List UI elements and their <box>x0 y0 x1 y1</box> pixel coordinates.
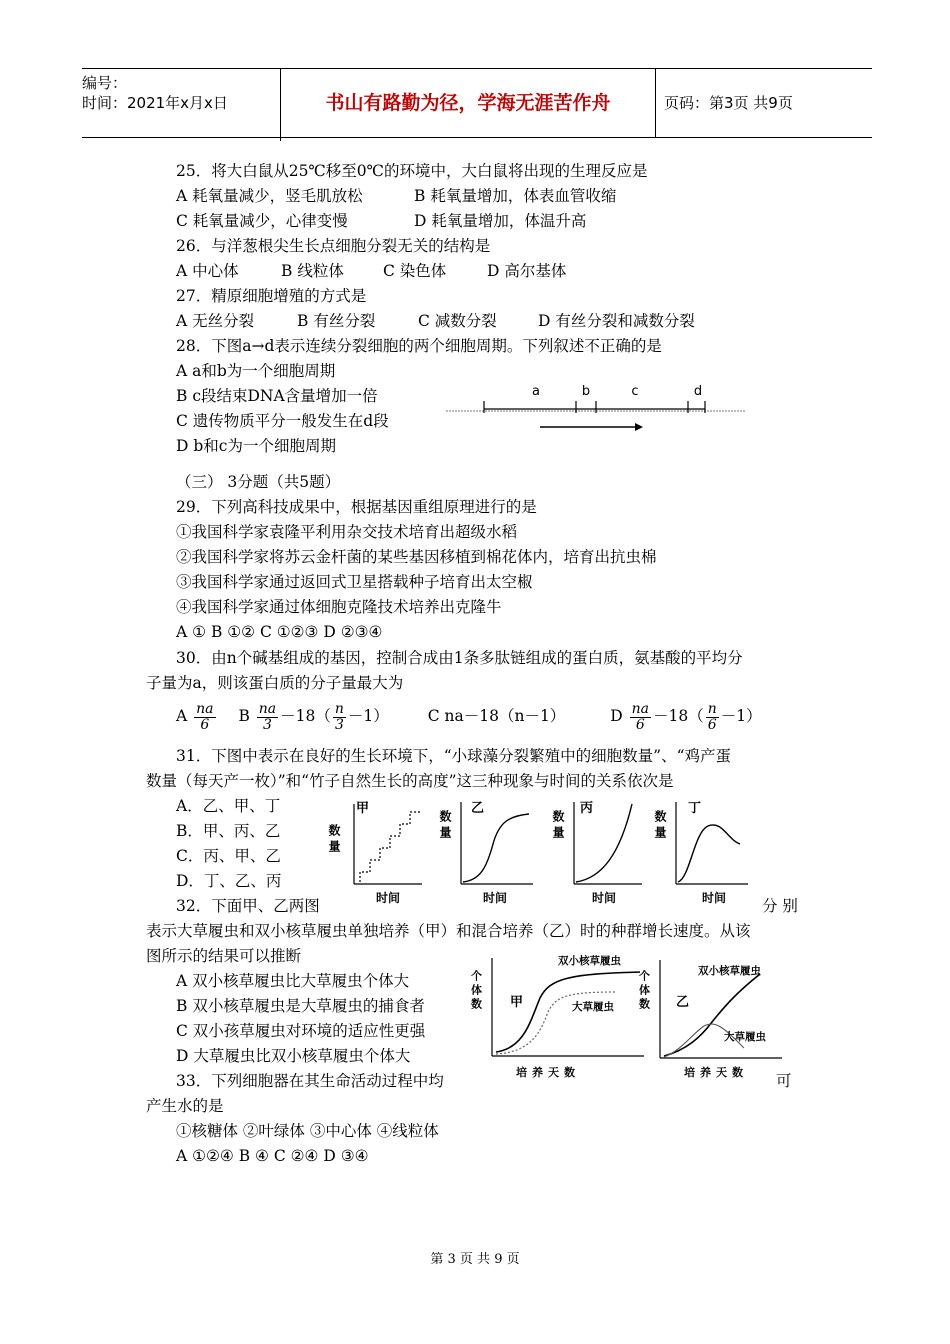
header-motto: 书山有路勤为径，学海无涯苦作舟 <box>281 69 656 137</box>
q28-option-d: D b和c为一个细胞周期 <box>176 437 336 455</box>
curve-peak <box>678 825 740 882</box>
q30-stem-line1: 30．由n个碱基组成的基因，控制合成由1条多肽链组成的蛋白质，氨基酸的平均分 <box>176 649 743 667</box>
q32-option-d: D 大草履虫比双小核草履虫个体大 <box>176 1047 411 1065</box>
q32-option-b: B 双小核草履虫是大草履虫的捕食者 <box>176 997 425 1015</box>
q26-option-c: C 染色体 <box>383 262 447 280</box>
graph-title: 甲 <box>356 801 370 816</box>
q27-stem: 27．精原细胞增殖的方式是 <box>176 287 367 305</box>
label-double-nucleus: 双小核草履虫 <box>698 965 761 977</box>
series-double-nucleus <box>496 972 640 1052</box>
q25-option-b: B 耗氧量增加，体表血管收缩 <box>414 187 617 205</box>
segment-label-b: b <box>581 384 591 399</box>
q31-graph-jia <box>326 796 426 906</box>
graph-xlabel: 时间 <box>375 891 401 905</box>
page-footer: 第 3 页 共 9 页 <box>430 1252 520 1267</box>
q32-option-c: C 双小孩草履虫对环境的适应性更强 <box>176 1022 426 1040</box>
q31-option-c: C．丙、甲、乙 <box>176 847 281 865</box>
q27-option-a: A 无丝分裂 <box>176 312 255 330</box>
q33-stem-line2: 产生水的是 <box>146 1097 224 1115</box>
q31-option-b: B．甲、丙、乙 <box>176 822 281 840</box>
q27-option-c: C 减数分裂 <box>418 312 497 330</box>
chart-xlabel: 培养天数 <box>516 1066 580 1079</box>
chart-ylabel: 个体数 <box>637 970 651 1012</box>
time-label: 时间：2021年x月x日 <box>82 94 228 112</box>
chart-ylabel: 个体数 <box>469 970 483 1012</box>
q33-items: ①核糖体 ②叶绿体 ③中心体 ④线粒体 <box>176 1122 439 1140</box>
graph-title: 丙 <box>580 801 594 816</box>
graph-ylabel: 数量 <box>653 810 667 842</box>
curve-staircase <box>360 812 420 882</box>
graph-title: 丁 <box>688 801 702 816</box>
q30-a-fraction: $\frac{na}{6}$ <box>196 700 214 733</box>
q30-stem-line2: 子量为a，则该蛋白质的分子量最大为 <box>146 674 404 692</box>
q29-options: A ① B ①② C ①②③ D ②③④ <box>176 623 383 641</box>
q27-option-d: D 有丝分裂和减数分裂 <box>538 312 695 330</box>
q30-d-fraction-1: $\frac{na}{6}$ <box>631 700 649 733</box>
graph-title: 乙 <box>471 801 485 816</box>
series-double-nucleus <box>664 974 760 1056</box>
page-header <box>82 68 872 138</box>
q29-item-1: ①我国科学家袁隆平利用杂交技术培育出超级水稻 <box>176 523 518 541</box>
q32-stem-line1a: 32．下面甲、乙两图 <box>176 897 320 915</box>
q32-chart-yi <box>636 958 786 1084</box>
chart-xlabel: 培养天数 <box>684 1066 748 1079</box>
q30-b-fraction-2: $\frac{n}{3}$ <box>334 700 344 733</box>
q33-options: A ①②④ B ④ C ②④ D ③④ <box>176 1147 369 1165</box>
q30-b-fraction-1: $\frac{na}{3}$ <box>258 700 277 733</box>
curve-s-shape <box>463 814 529 882</box>
q25-option-a: A 耗氧量减少，竖毛肌放松 <box>176 187 363 205</box>
q26-option-d: D 高尔基体 <box>487 262 567 280</box>
chart-title: 乙 <box>676 995 690 1010</box>
q26-option-b: B 线粒体 <box>281 262 344 280</box>
q31-option-a: A．乙、甲、丁 <box>176 797 281 815</box>
q25-option-c: C 耗氧量减少，心律变慢 <box>176 212 348 230</box>
header-meta <box>82 69 281 141</box>
q29-stem: 29．下列高科技成果中，根据基因重组原理进行的是 <box>176 498 537 516</box>
label-large-paramecium: 大草履虫 <box>572 1001 614 1013</box>
q28-option-b: B c段结束DNA含量增加一倍 <box>176 387 378 405</box>
q28-stem: 28．下图a→d表示连续分裂细胞的两个细胞周期。下列叙述不正确的是 <box>176 337 662 355</box>
chart-title: 甲 <box>510 995 524 1010</box>
header-page-info: 页码：第3页 共9页 <box>664 94 793 112</box>
q29-item-3: ③我国科学家通过返回式卫星搭载种子培育出太空椒 <box>176 573 533 591</box>
q31-graph-bing <box>550 796 650 906</box>
q26-stem: 26．与洋葱根尖生长点细胞分裂无关的结构是 <box>176 237 491 255</box>
segment-label-a: a <box>532 384 540 399</box>
section-3-heading: （三） 3分题（共5题） <box>176 473 341 491</box>
q32-option-a: A 双小核草履虫比大草履虫个体大 <box>176 972 410 990</box>
q31-stem-line2: 数量（每天产一枚）”和“竹子自然生长的高度”这三种现象与时间的关系依次是 <box>146 772 674 790</box>
graph-xlabel: 时间 <box>591 891 617 905</box>
q25-option-d: D 耗氧量增加，体温升高 <box>414 212 587 230</box>
q30-d-label: D <box>610 707 623 725</box>
graph-xlabel: 时间 <box>701 891 727 905</box>
graph-ylabel: 数量 <box>327 824 341 856</box>
q30-c-option: C na－18（n－1） <box>427 707 566 725</box>
q30-d-fraction-2: $\frac{n}{6}$ <box>707 700 717 733</box>
q32-stem-line3: 图所示的结果可以推断 <box>146 947 302 965</box>
q33-stem-line1a: 33．下列细胞器在其生命活动过程中均 <box>176 1072 444 1090</box>
q31-stem-line1: 31．下图中表示在良好的生长环境下，“小球藻分裂繁殖中的细胞数量”、“鸡产蛋 <box>176 747 731 765</box>
segment-label-c: c <box>631 384 639 399</box>
cell-cycle-diagram <box>440 375 750 435</box>
graph-ylabel: 数量 <box>438 810 452 842</box>
q28-option-a: A a和b为一个细胞周期 <box>176 362 336 380</box>
q25-stem: 25．将大白鼠从25℃移至0℃的环境中，大白鼠将出现的生理反应是 <box>176 162 648 180</box>
q33-stem-line1b: 可 <box>776 1072 792 1090</box>
label-double-nucleus: 双小核草履虫 <box>558 955 621 967</box>
graph-ylabel: 数量 <box>551 810 565 842</box>
q31-graph-yi <box>437 796 537 906</box>
q31-option-d: D．丁、乙、丙 <box>176 872 282 890</box>
q28-option-c: C 遗传物质平分一般发生在d段 <box>176 412 389 430</box>
q29-item-2: ②我国科学家将苏云金杆菌的某些基因移植到棉花体内，培育出抗虫棉 <box>176 548 657 566</box>
q29-item-4: ④我国科学家通过体细胞克隆技术培养出克隆牛 <box>176 598 502 616</box>
q30-b-label: B <box>238 707 250 725</box>
q32-stem-line1b: 分 别 <box>762 897 798 915</box>
label-large-paramecium: 大草履虫 <box>724 1031 766 1043</box>
code-label: 编号： <box>82 74 128 92</box>
q30-a-label: A <box>176 707 188 725</box>
segment-label-d: d <box>693 384 703 399</box>
graph-xlabel: 时间 <box>482 891 508 905</box>
q32-stem-line2: 表示大草履虫和双小核草履虫单独培养（甲）和混合培养（乙）时的种群增长速度。从该 <box>146 922 751 940</box>
q31-graph-ding <box>652 796 762 906</box>
q26-option-a: A 中心体 <box>176 262 239 280</box>
q32-chart-jia <box>468 948 648 1084</box>
q27-option-b: B 有丝分裂 <box>297 312 376 330</box>
q30-options: A $\frac{na}{6}$ B $\frac{na}{3}$ －18（ $\frac{n}{3}$ －1） C na－18（n－1） D $\frac{na}{6}$ －18（ $\frac{n}{6}$ －1） <box>176 700 762 733</box>
